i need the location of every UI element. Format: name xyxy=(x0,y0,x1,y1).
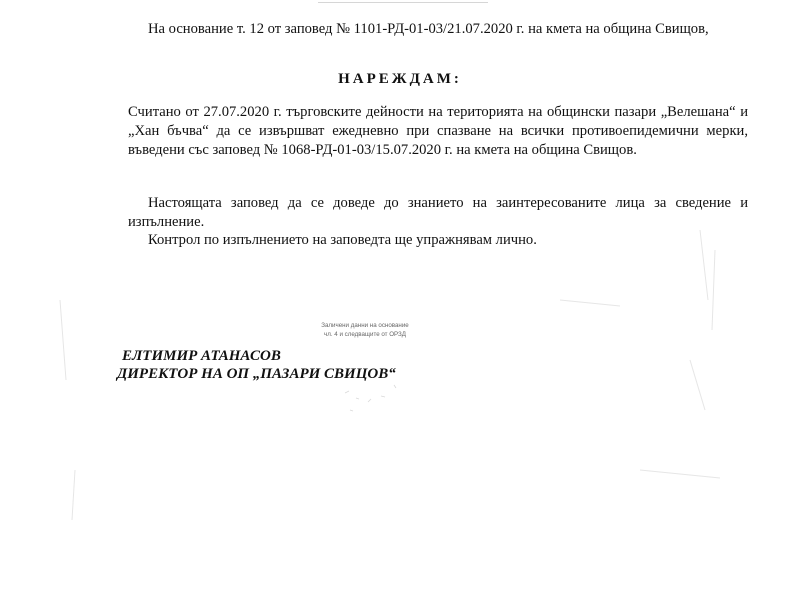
redaction-note xyxy=(300,321,430,339)
top-scan-residue xyxy=(318,0,488,3)
signatory-title: ДИРЕКТОР НА ОП „ПАЗАРИ СВИЦОВ“ xyxy=(117,366,396,382)
redaction-note-line: Заличени данни на основание xyxy=(321,322,409,329)
signatory-name: ЕЛТИМИР АТАНАСОВ xyxy=(122,348,281,364)
notice-paragraph: Настоящата заповед да се доведе до знанието на заинтересованите лица за сведение и изпълнение. xyxy=(128,195,748,230)
control-paragraph: Контрол по изпълнението на заповедта ще упражнявам лично. xyxy=(148,232,537,248)
redaction-note-line: чл. 4 и следващите от ОРЗД xyxy=(324,331,406,338)
intro-paragraph: На основание т. 12 от заповед № 1101-РД-01-03/21.07.2020 г. на кмета на община Свищов, xyxy=(148,21,709,37)
order-heading: НАРЕЖДАМ: xyxy=(338,71,462,87)
order-paragraph: Считано от 27.07.2020 г. търговските дейности на територията на общински пазари „Велешана“ и „Хан бъчва“ да се извършват ежедневно при спазване на всички противоепидемични мерки, въведени със заповед № 1068-РД-01-03/15.07.2020 г. на кмета на община Свищов. xyxy=(128,104,748,158)
